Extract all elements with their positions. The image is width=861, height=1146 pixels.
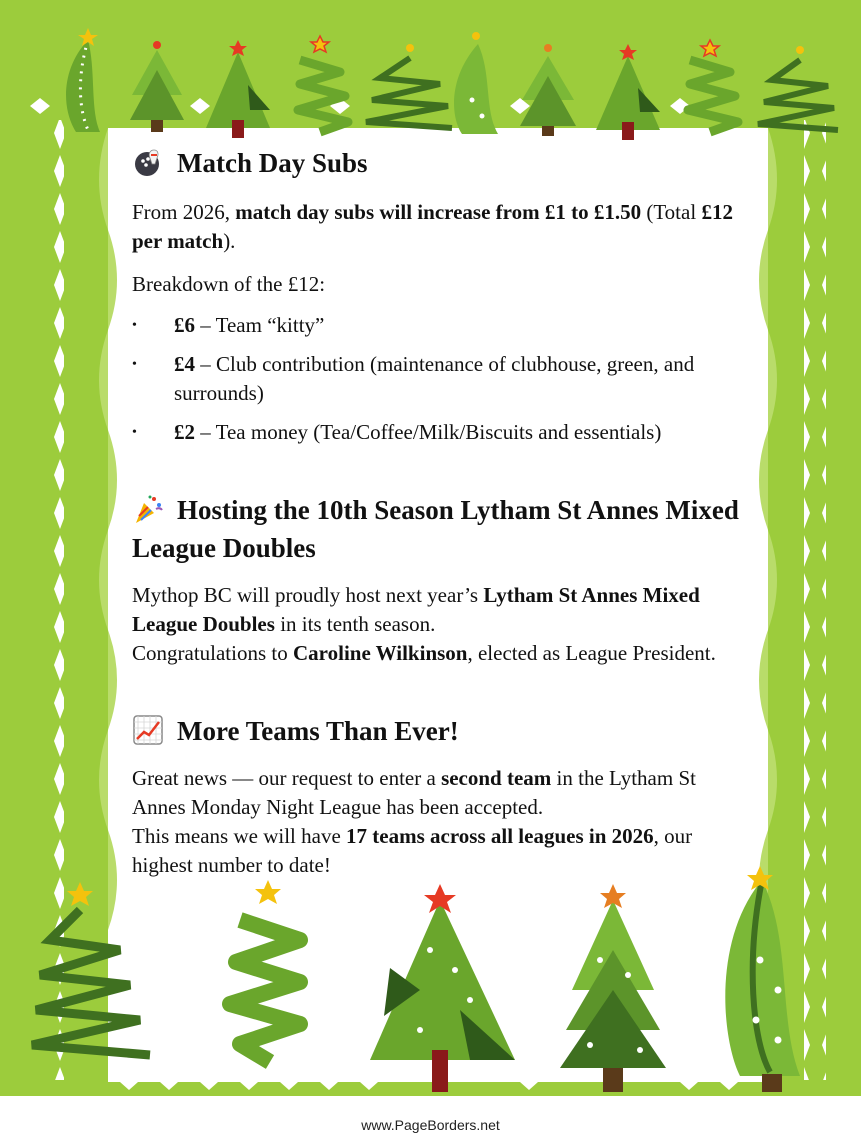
section-title: Hosting the 10th Season Lytham St Annes Mixed League Doubles [132,495,739,563]
newsletter-content [132,140,752,880]
bold-text: second team [441,766,552,790]
footer-credit: www.PageBorders.net [361,1117,500,1133]
bullet: • [132,318,137,333]
amount: £6 [174,313,195,337]
bullet: • [132,425,137,440]
hosting-body [132,581,752,668]
item-text: – Tea money (Tea/Coffee/Milk/Biscuits and essentials) [195,420,662,444]
chart-increasing-icon [132,712,168,748]
party-popper-icon [132,491,168,527]
list-item [132,350,752,408]
text: Congratulations to [132,641,293,665]
section-heading [132,491,752,567]
section-title: More Teams Than Ever! [177,716,459,746]
item-text: – Club contribution (maintenance of clubhouse, green, and surrounds) [174,352,695,405]
text: , elected as League President. [467,641,716,665]
text: , our highest number to date! [132,824,693,877]
text: in the Lytham St Annes Monday Night League has been accepted. [132,766,696,819]
section-heading [132,712,752,750]
section-title: Match Day Subs [177,148,368,178]
bold-text: Caroline Wilkinson [293,641,468,665]
bowling-icon [132,144,168,180]
teams-body [132,764,752,880]
section-heading [132,144,752,182]
bold-text: 17 teams across all leagues in 2026 [346,824,654,848]
text: ). [223,229,236,253]
subs-intro [132,198,752,256]
text: Great news — our request to enter a [132,766,442,790]
text: From 2026, [132,200,236,224]
list-item [132,311,752,340]
match-day-subs-section [132,144,752,447]
bold-text: Lytham St Annes Mixed League Doubles [132,583,700,636]
more-teams-section [132,712,752,880]
text: Mythop BC will proudly host next year’s [132,583,484,607]
bullet: • [132,357,137,372]
breakdown-label: Breakdown of the £12: [132,272,326,296]
amount: £2 [174,420,195,444]
amount: £4 [174,352,195,376]
breakdown-list [132,311,752,447]
text: This means we will have [132,824,347,848]
text: in its tenth season. [274,612,436,636]
list-item [132,418,752,447]
bottom-tree-row [32,866,800,1092]
hosting-section [132,491,752,668]
text: (Total [641,200,702,224]
bold-text: £12 per match [132,200,733,253]
bold-text: match day subs will increase from £1 to £1.50 [235,200,642,224]
item-text: – Team “kitty” [195,313,325,337]
